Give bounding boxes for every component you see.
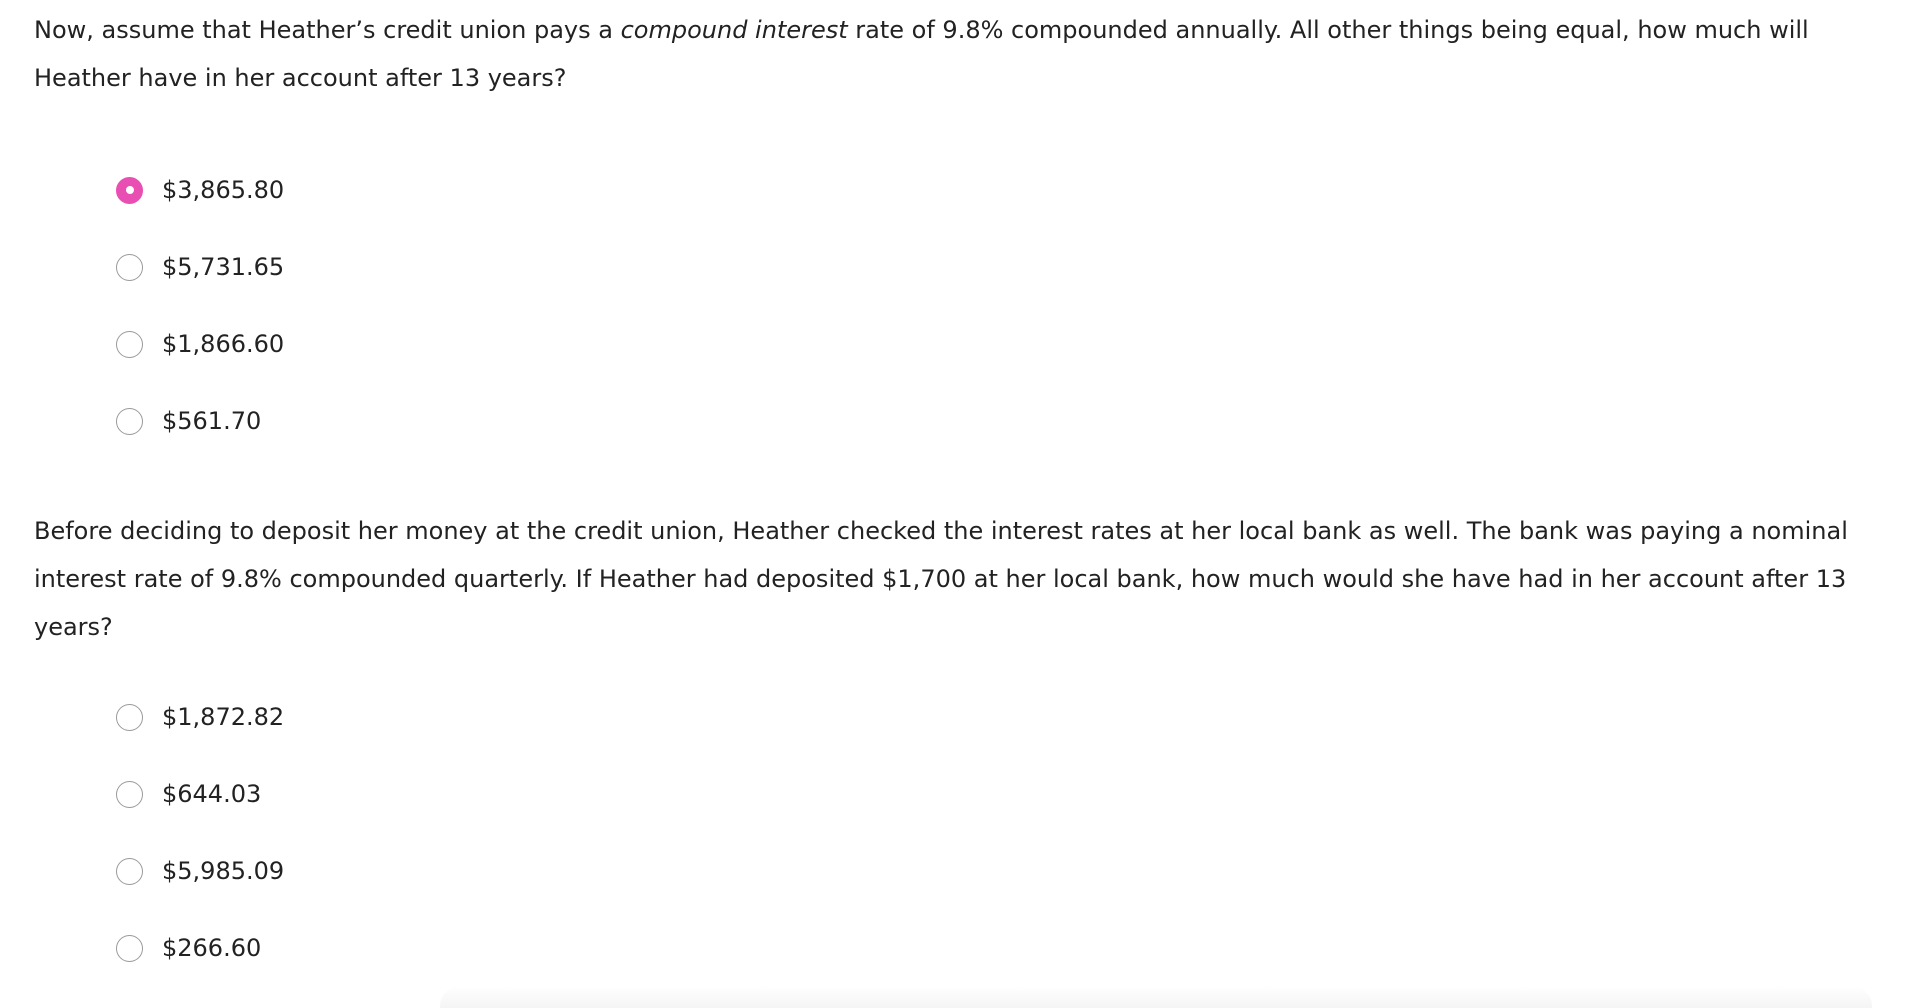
radio-button-selected[interactable] [116,177,143,204]
radio-button[interactable] [116,331,143,358]
q1-option-1[interactable] [116,170,284,210]
radio-button[interactable] [116,781,143,808]
q1-option-4[interactable] [116,401,261,441]
q2-option-3[interactable] [116,851,284,891]
q2-option-1[interactable] [116,697,284,737]
q2-option-2[interactable] [116,774,261,814]
q1-option-2[interactable] [116,247,284,287]
bottom-shadow-divider [440,986,1872,1008]
question-1-emphasis: compound interest [620,16,848,44]
question-2-text: Before deciding to deposit her money at the credit union, Heather checked the interest rates at her local bank as well. The bank was paying a nominal interest rate of 9.8% compounded quarterly. If Heather had deposited $1,700 at her local bank, how much would she have had in her account after 13 years? [34,517,1848,641]
option-label: $5,985.09 [162,857,285,885]
radio-button[interactable] [116,254,143,281]
radio-button[interactable] [116,408,143,435]
question-1-text-start: Now, assume that Heather’s credit union pays a [34,16,621,44]
option-label: $1,866.60 [162,330,285,358]
q1-option-3[interactable] [116,324,284,364]
option-label: $5,731.65 [162,253,285,281]
question-1-text [34,6,1894,102]
radio-button[interactable] [116,935,143,962]
radio-button[interactable] [116,858,143,885]
q2-option-4[interactable] [116,928,261,968]
option-label: $266.60 [162,934,262,962]
option-label: $1,872.82 [162,703,285,731]
option-label: $644.03 [162,780,262,808]
option-label: $561.70 [162,407,262,435]
option-label: $3,865.80 [162,176,285,204]
question-1-text-end: rate of 9.8% compounded annually. All other things being equal, how much will Heather have in her account after 13 years? [34,16,1809,92]
radio-button[interactable] [116,704,143,731]
